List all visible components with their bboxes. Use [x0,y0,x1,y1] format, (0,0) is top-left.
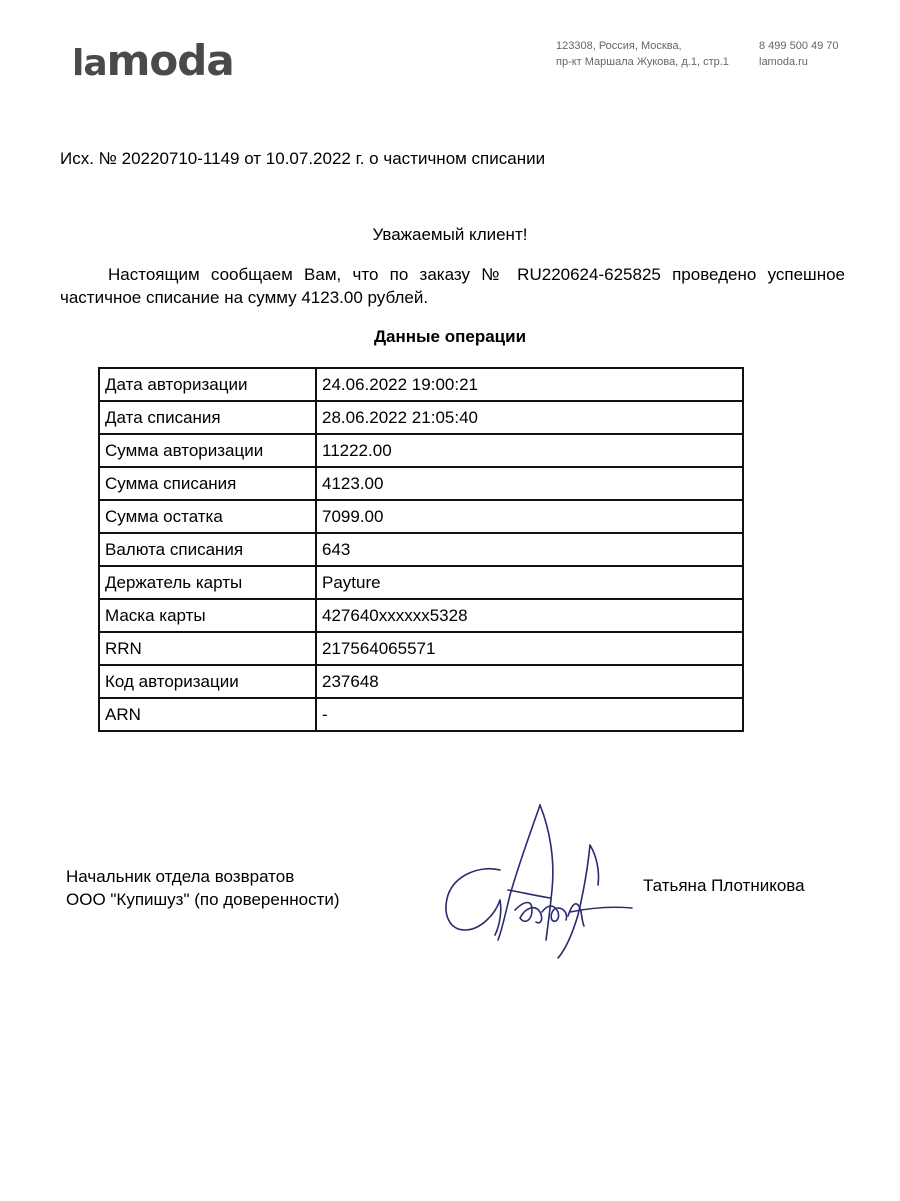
address-line-2: пр-кт Маршала Жукова, д.1, стр.1 [556,56,729,68]
row-label: Сумма остатка [99,500,316,533]
table-row [99,698,743,731]
handwritten-signature [440,800,640,970]
table-row [99,599,743,632]
row-value: Payture [316,566,743,599]
position-line-2: ООО "Купишуз" (по доверенности) [66,890,340,909]
row-value: 237648 [316,665,743,698]
lamoda-logo: lamoda [72,36,234,85]
row-value: 4123.00 [316,467,743,500]
row-label: Держатель карты [99,566,316,599]
row-label: RRN [99,632,316,665]
row-label: Сумма списания [99,467,316,500]
company-address [556,38,729,70]
section-title: Данные операции [373,327,527,346]
row-value: 217564065571 [316,632,743,665]
row-value: 427640xxxxxx5328 [316,599,743,632]
table-row [99,566,743,599]
operation-details-table [98,367,744,732]
table-row [99,665,743,698]
table-row [99,533,743,566]
phone-number: 8 499 500 49 70 [759,40,839,52]
row-value: 11222.00 [316,434,743,467]
row-label: Валюта списания [99,533,316,566]
position-line-1: Начальник отдела возвратов [66,867,295,886]
table-row [99,368,743,401]
row-value: - [316,698,743,731]
row-label: Маска карты [99,599,316,632]
signer-name: Татьяна Плотникова [643,876,805,895]
table-row [99,632,743,665]
table-row [99,500,743,533]
row-value: 7099.00 [316,500,743,533]
row-label: Сумма авторизации [99,434,316,467]
row-label: ARN [99,698,316,731]
row-label: Дата списания [99,401,316,434]
letter-body: Настоящим сообщаем Вам, что по заказу № RU220624-625825 проведено успешное частичное списание на сумму 4123.00 рублей. [60,265,845,307]
row-label: Дата авторизации [99,368,316,401]
table-row [99,401,743,434]
signer-position [66,865,340,911]
address-line-1: 123308, Россия, Москва, [556,40,682,52]
table-row [99,467,743,500]
row-label: Код авторизации [99,665,316,698]
table-row [99,434,743,467]
letter-reference: Исх. № 20220710-1149 от 10.07.2022 г. о частичном списании [60,149,546,168]
row-value: 643 [316,533,743,566]
row-value: 28.06.2022 21:05:40 [316,401,743,434]
website-link: lamoda.ru [759,56,808,68]
company-contacts [759,38,839,70]
greeting: Уважаемый клиент! [372,225,528,244]
row-value: 24.06.2022 19:00:21 [316,368,743,401]
